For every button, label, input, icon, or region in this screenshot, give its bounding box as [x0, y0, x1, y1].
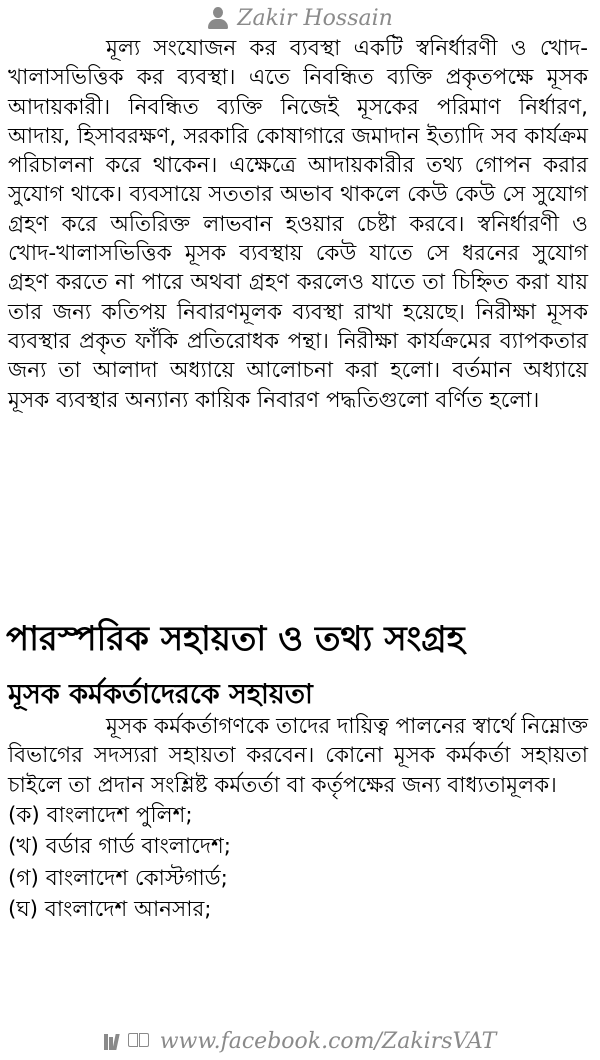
assistance-paragraph: মূসক কর্মকর্তাগণকে তাদের দায়িত্ব পালনের স্বার্থে নিম্নোক্ত বিভাগের সদস্যরা সহায়তা করবেন। কোনো মূসক কর্মকর্তা সহায়তা চাইলে তা প্রদান সংশ্লিষ্ট কর্মতর্তা বা কর্তৃপক্ষের জন্য বাধ্যতামূলক। — [8, 714, 588, 798]
subsection-heading: মূসক কর্মকর্তাদেরকে সহায়তা — [8, 679, 313, 710]
person-icon — [207, 6, 229, 30]
books-icon — [104, 1032, 118, 1050]
author-name: Zakir Hossain — [237, 5, 393, 31]
section-heading: পারস্পরিক সহায়তা ও তথ্য সংগ্রহ — [6, 619, 465, 659]
intro-section — [8, 34, 588, 415]
list-item: (ঘ) বাংলাদেশ আনসার; — [8, 897, 212, 923]
intro-paragraph: মূল্য সংযোজন কর ব্যবস্থা একটি স্বনির্ধারণী ও খোদ-খালাসভিত্তিক কর ব্যবস্থা। এতে নিবন্ধিত ব্যক্তি প্রকৃতপক্ষে মূসক আদায়কারী। নিবন্ধিত ব্যক্তি নিজেই মূসকের পরিমাণ নির্ধারণ, আদায়, হিসাবরক্ষণ, সরকারি কোষাগারে জমাদান ইত্যাদি সব কার্যক্রম পরিচালনা করে থাকেন। এক্ষেত্রে আদায়কারীর তথ্য গোপন করার সুযোগ থাকে। ব্যবসায়ে সততার অভাব থাকলে কেউ কেউ সে সুযোগ গ্রহণ করে অতিরিক্ত লাভবান হওয়ার চেষ্টা করবে। স্বনির্ধারণী ও খোদ-খালাসভিত্তিক মূসক ব্যবস্থায় কেউ যাতে সে ধরনের সুযোগ গ্রহণ করতে না পারে অথবা গ্রহণ করলেও যাতে তা চিহ্নিত করা যায় তার জন্য কতিপয় নিবারণমূলক ব্যবস্থা রাখা হয়েছে। নিরীক্ষা মূসক ব্যবস্থার প্রকৃত ফাঁকি প্রতিরোধক পন্থা। নিরীক্ষা কার্যক্রমের ব্যাপকতার জন্য তা আলাদা অধ্যায়ে আলোচনা করা হলো। বর্তমান অধ্যায়ে মূসক ব্যবস্থার অন্যান্য কায়িক নিবারণ পদ্ধতিগুলো বর্ণিত হলো। — [8, 36, 588, 413]
page-footer — [0, 1026, 600, 1056]
open-book-icon — [128, 1033, 150, 1049]
agency-list — [8, 800, 588, 926]
list-item: (খ) বর্ডার গার্ড বাংলাদেশ; — [8, 834, 232, 860]
assistance-section — [8, 712, 588, 926]
footer-url: www.facebook.com/ZakirsVAT — [159, 1028, 497, 1054]
list-item: (ক) বাংলাদেশ পুলিশ; — [8, 802, 193, 828]
page-header — [0, 2, 600, 34]
list-item: (গ) বাংলাদেশ কোস্টগার্ড; — [8, 865, 228, 891]
